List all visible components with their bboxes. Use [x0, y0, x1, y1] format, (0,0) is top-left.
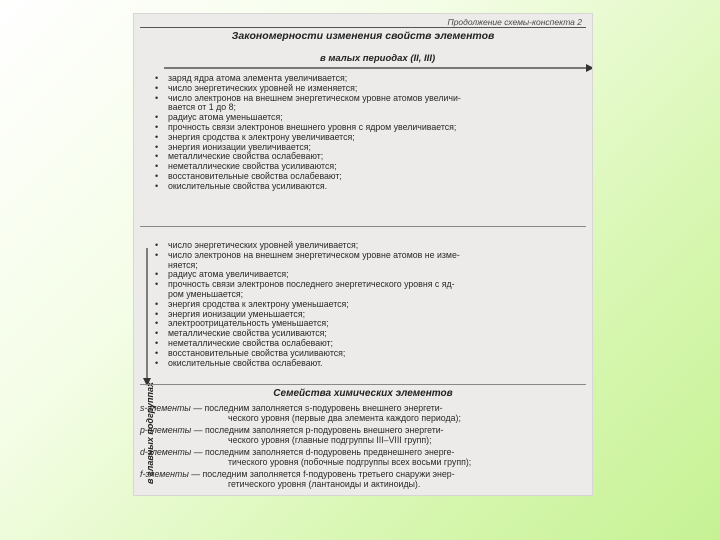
bullet-icon: •	[155, 308, 159, 319]
list-item-text: число энергетических уровней не изменяется;	[168, 82, 358, 93]
list-item	[155, 180, 586, 192]
bullet-icon: •	[155, 170, 159, 181]
bullet-icon: •	[155, 82, 159, 93]
family-s	[140, 403, 586, 423]
page-title: Закономерности изменения свойств элементов	[231, 30, 495, 42]
periods-label: в малых периодах (II, III)	[320, 53, 436, 64]
list-item-text: металлические свойства усиливаются;	[168, 328, 327, 339]
periods-list	[155, 73, 586, 192]
list-item-text: вается от 1 до 8;	[168, 102, 236, 113]
family-desc: последним заполняется p-подуровень внешнего энергети-	[204, 425, 444, 435]
family-desc: последним заполняется d-подуровень предвнешнего энерге-	[204, 447, 455, 457]
family-p	[140, 425, 586, 445]
bullet-icon: •	[155, 92, 159, 103]
list-item-text: радиус атома увеличивается;	[168, 269, 289, 280]
family-term: s-элементы —	[140, 403, 203, 413]
list-item-text: прочность связи электронов внешнего уровня с ядром увеличивается;	[168, 121, 457, 132]
bullet-icon: •	[155, 249, 159, 260]
list-item-text: металлические свойства ослабевают;	[168, 151, 324, 162]
list-item-text: энергия сродства к электрону уменьшается;	[168, 298, 349, 309]
family-desc-cont: тического уровня (побочные подгруппы всех восьми групп);	[228, 457, 472, 467]
families-title: Семейства химических элементов	[273, 388, 453, 399]
list-item-text: число электронов на внешнем энергетическом уровне атомов увеличи-	[168, 92, 461, 103]
bullet-icon: •	[155, 131, 159, 142]
top-rule	[140, 27, 586, 28]
section-divider	[140, 384, 586, 385]
list-item-text: радиус атома уменьшается;	[168, 112, 283, 123]
scanned-page	[133, 13, 593, 496]
list-item-text: окислительные свойства усиливаются.	[168, 180, 328, 191]
family-term: d-элементы —	[140, 447, 203, 457]
bullet-icon: •	[155, 318, 159, 329]
family-desc: последним заполняется f-подуровень третьего снаружи энер-	[202, 469, 455, 479]
list-item-text: неметаллические свойства ослабевают;	[168, 337, 333, 348]
list-item-text: электроотрицательность уменьшается;	[168, 318, 329, 329]
list-item-text: неметаллические свойства усиливаются;	[168, 161, 337, 172]
bullet-icon: •	[155, 357, 159, 368]
bullet-icon: •	[155, 279, 159, 290]
bullet-icon: •	[155, 298, 159, 309]
list-item-text: число энергетических уровней увеличивается;	[168, 240, 359, 250]
family-desc: последним заполняется s-подуровень внешнего энергети-	[204, 403, 443, 413]
list-item	[155, 249, 586, 261]
list-item-text: энергия сродства к электрону увеличивается;	[168, 131, 355, 142]
list-item-text: окислительные свойства ослабевают.	[168, 357, 323, 368]
bullet-icon: •	[155, 337, 159, 348]
list-item-text: энергия ионизации уменьшается;	[168, 308, 306, 319]
groups-list	[155, 240, 586, 368]
family-d	[140, 447, 586, 467]
list-item-text: восстановительные свойства усиливаются;	[168, 347, 346, 358]
family-term: p-элементы —	[140, 425, 203, 435]
list-item-text: число электронов на внешнем энергетическом уровне атомов не изме-	[168, 249, 460, 260]
bullet-icon: •	[155, 347, 159, 358]
family-desc-cont: ческого уровня (главные подгруппы III–VIII групп);	[228, 435, 432, 445]
family-desc-cont: гетического уровня (лантаноиды и актиноиды).	[228, 479, 421, 489]
list-item-text: восстановительные свойства ослабевают;	[168, 170, 342, 181]
bullet-icon: •	[155, 328, 159, 339]
section-divider	[140, 226, 586, 227]
list-item-text: заряд ядра атома элемента увеличивается;	[168, 73, 348, 83]
list-item	[155, 357, 586, 369]
header-note: Продолжение схемы-конспекта 2	[447, 17, 582, 27]
bullet-icon: •	[155, 180, 159, 191]
bullet-icon: •	[155, 151, 159, 162]
family-f	[140, 469, 586, 489]
bullet-icon: •	[155, 240, 159, 250]
bullet-icon: •	[155, 161, 159, 172]
list-item-text: ром уменьшается;	[168, 288, 244, 299]
bullet-icon: •	[155, 73, 159, 83]
list-item-text: энергия ионизации увеличивается;	[168, 141, 311, 152]
bullet-icon: •	[155, 112, 159, 123]
bullet-icon: •	[155, 121, 159, 132]
list-item-text: прочность связи электронов последнего энергетического уровня с яд-	[168, 279, 455, 290]
groups-label: в главных подгруппах	[145, 381, 155, 484]
list-item-text: няется;	[168, 259, 198, 270]
family-desc-cont: ческого уровня (первые два элемента каждого периода);	[228, 413, 461, 423]
bullet-icon: •	[155, 141, 159, 152]
bullet-icon: •	[155, 269, 159, 280]
family-term: f-элементы —	[140, 469, 201, 479]
